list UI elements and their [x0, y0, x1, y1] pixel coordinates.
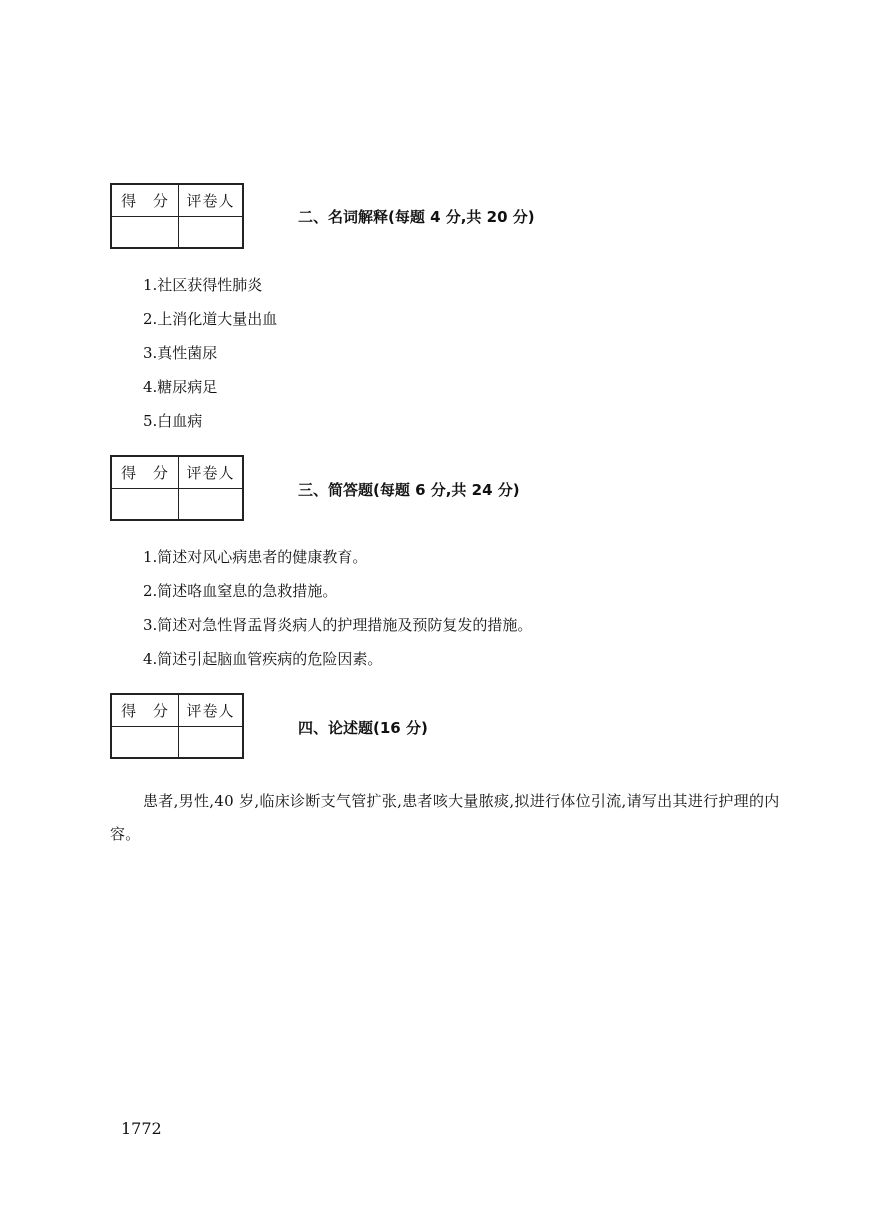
score-label: 得 分	[121, 464, 169, 482]
grader-label: 评卷人	[178, 185, 242, 216]
score-box-section-4	[110, 693, 244, 759]
score-entry-cell	[112, 489, 178, 520]
section-2-item: 5.白血病	[143, 412, 203, 430]
grader-label: 评卷人	[178, 695, 242, 726]
section-2-item: 4.糖尿病足	[143, 378, 218, 396]
section-2-item: 3.真性菌尿	[143, 344, 218, 362]
score-box-input-row	[112, 726, 242, 758]
section-3-item: 3.简述对急性肾盂肾炎病人的护理措施及预防复发的措施。	[143, 616, 533, 634]
score-label: 得 分	[121, 702, 169, 720]
essay-question-text: 患者,男性,40 岁,临床诊断支气管扩张,患者咳大量脓痰,拟进行体位引流,请写出其进行护理的内容。	[110, 792, 780, 843]
score-box-header-row	[112, 185, 242, 216]
page-number: 1772	[121, 1119, 162, 1138]
section-3-item: 1.简述对风心病患者的健康教育。	[143, 548, 368, 566]
section-3-title: 三、简答题(每题 6 分,共 24 分)	[298, 481, 520, 499]
section-2-item: 1.社区获得性肺炎	[143, 276, 263, 294]
score-box-input-row	[112, 488, 242, 520]
score-box-header-row	[112, 457, 242, 488]
score-box-section-3	[110, 455, 244, 521]
section-2-item: 2.上消化道大量出血	[143, 310, 278, 328]
grader-label: 评卷人	[178, 457, 242, 488]
section-4-title: 四、论述题(16 分)	[298, 719, 428, 737]
grader-entry-cell	[178, 489, 242, 520]
section-3-item: 4.简述引起脑血管疾病的危险因素。	[143, 650, 383, 668]
section-2-title: 二、名词解释(每题 4 分,共 20 分)	[298, 208, 535, 226]
section-3-item: 2.简述咯血窒息的急救措施。	[143, 582, 338, 600]
score-box-input-row	[112, 216, 242, 248]
score-entry-cell	[112, 217, 178, 248]
score-label: 得 分	[121, 192, 169, 210]
score-entry-cell	[112, 727, 178, 758]
grader-entry-cell	[178, 217, 242, 248]
score-box-header-row	[112, 695, 242, 726]
score-box-section-2	[110, 183, 244, 249]
grader-entry-cell	[178, 727, 242, 758]
